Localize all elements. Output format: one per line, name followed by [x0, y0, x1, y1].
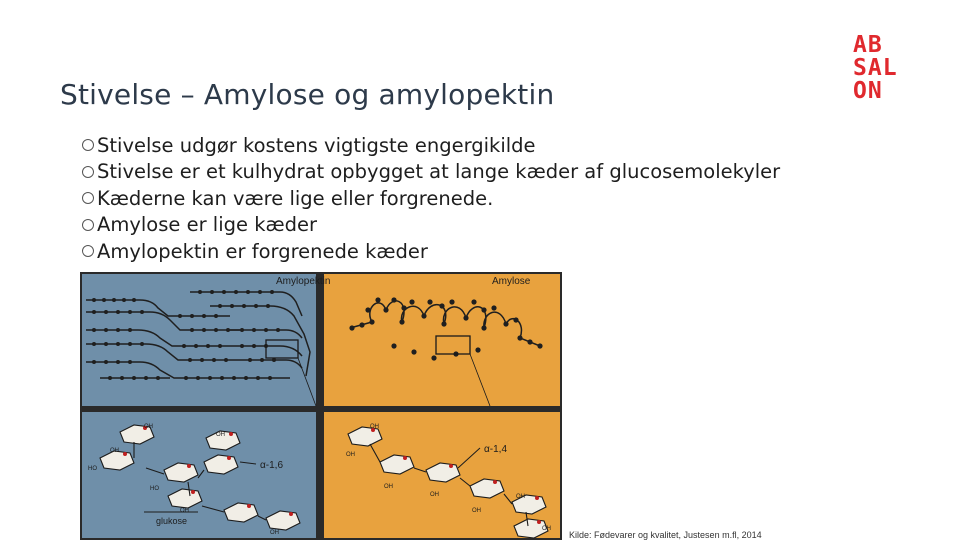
bullet-text: Kæderne kan være lige eller forgrenede.: [97, 186, 494, 210]
oh-label: OH: [542, 526, 551, 532]
logo-line-2: SAL: [853, 55, 898, 81]
logo-line-1: AB: [853, 32, 883, 58]
alpha-1-6-label: α-1,6: [260, 460, 284, 471]
ring-bullet-icon: [82, 245, 94, 257]
bullet-item: [82, 212, 780, 239]
ho-label: HO: [88, 466, 97, 472]
source-credit: Kilde: Fødevarer og kvalitet, Justesen m.fl, 2014: [569, 530, 762, 540]
oh-label: OH: [216, 432, 225, 438]
ring-bullet-icon: [82, 166, 94, 178]
bullet-text: Stivelse udgør kostens vigtigste engergikilde: [97, 133, 536, 157]
bullet-text: Amylopektin er forgrenede kæder: [97, 239, 428, 263]
oh-label: OH: [384, 484, 393, 490]
amylose-label: Amylose: [492, 276, 531, 287]
oh-label: OH: [472, 508, 481, 514]
starch-illustration: [80, 272, 562, 540]
bullet-text: Stivelse er et kulhydrat opbygget at lange kæder af glucosemolekyler: [97, 160, 781, 184]
starch-structure-figure: [80, 272, 562, 540]
oh-label: OH: [370, 424, 379, 430]
logo-line-3: ON: [853, 78, 883, 104]
oh-label: OH: [180, 508, 189, 514]
oh-label: OH: [430, 492, 439, 498]
bullet-item: [82, 238, 780, 265]
bullet-item: [82, 159, 780, 186]
bullet-item: [82, 185, 780, 212]
alpha-1-4-label: α-1,4: [484, 444, 508, 455]
slide-title: Stivelse – Amylose og amylopektin: [60, 78, 555, 111]
glukose-label: glukose: [156, 516, 188, 526]
ring-bullet-icon: [82, 219, 94, 231]
bullet-list: [82, 132, 780, 265]
ring-bullet-icon: [82, 192, 94, 204]
absalon-logo: [853, 34, 927, 103]
ho-label: HO: [150, 486, 159, 492]
oh-label: OH: [110, 448, 119, 454]
ring-bullet-icon: [82, 139, 94, 151]
bullet-item: [82, 132, 780, 159]
amylopektin-label: Amylopektin: [276, 276, 331, 287]
oh-label: OH: [144, 424, 153, 430]
oh-label: OH: [270, 530, 279, 536]
bullet-text: Amylose er lige kæder: [97, 213, 318, 237]
oh-label: OH: [346, 452, 355, 458]
oh-label: OH: [516, 494, 525, 500]
